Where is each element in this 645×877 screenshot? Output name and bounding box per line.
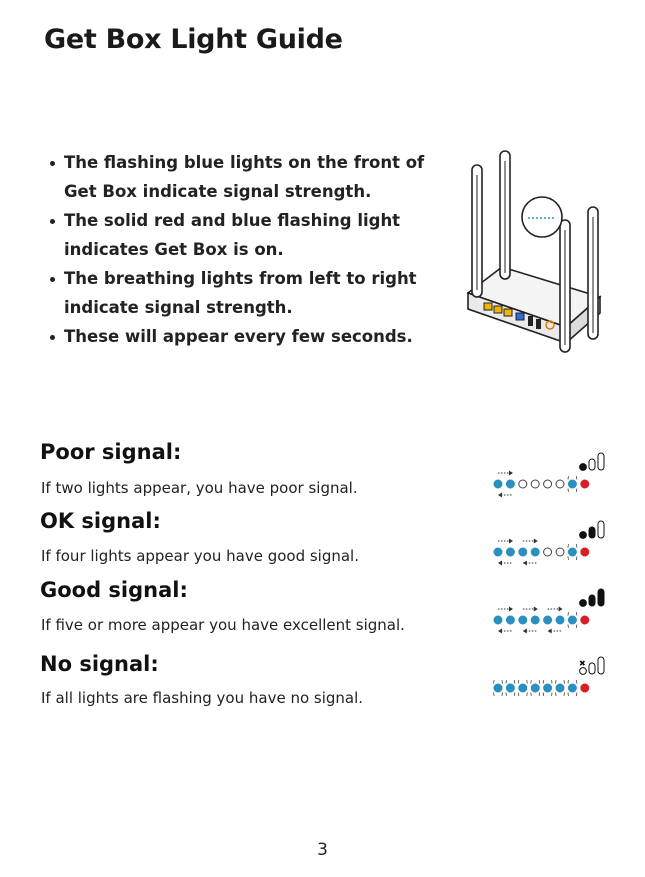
poor-signal-light-diagram: [488, 446, 613, 501]
arrow-right-icon: [534, 539, 538, 544]
flash-ray-icon: [568, 680, 569, 683]
bullet-item: These will appear every few seconds.: [48, 322, 448, 351]
page-title: Get Box Light Guide: [44, 24, 343, 55]
flash-ray-icon: [576, 612, 577, 615]
good-signal-light-diagram: [488, 582, 613, 637]
signal-led: [531, 480, 539, 488]
signal-led: [568, 548, 576, 556]
flash-ray-icon: [568, 625, 569, 628]
flash-ray-icon: [564, 680, 565, 683]
signal-led: [506, 684, 514, 692]
flash-ray-icon: [527, 693, 528, 696]
signal-bar-icon: [580, 532, 587, 539]
flash-ray-icon: [494, 680, 495, 683]
page-number: 3: [317, 840, 328, 860]
arrow-right-icon: [509, 607, 513, 612]
signal-bar-icon: [598, 453, 604, 470]
ok-signal-light-diagram: [488, 514, 613, 569]
signal-led: [506, 548, 514, 556]
signal-led: [494, 616, 502, 624]
flash-ray-icon: [506, 693, 507, 696]
signal-bar-icon: [580, 600, 587, 607]
flash-ray-icon: [552, 680, 553, 683]
signal-led: [494, 480, 502, 488]
good-signal-heading: Good signal:: [40, 578, 188, 602]
signal-led: [531, 684, 539, 692]
flash-ray-icon: [527, 680, 528, 683]
flash-ray-icon: [568, 476, 569, 479]
flash-ray-icon: [518, 680, 519, 683]
signal-bar-icon: [589, 663, 595, 674]
poor-signal-description: If two lights appear, you have poor signal.: [41, 479, 358, 497]
flash-ray-icon: [568, 612, 569, 615]
arrow-left-icon: [523, 629, 527, 634]
flash-ray-icon: [531, 693, 532, 696]
arrow-left-icon: [548, 629, 552, 634]
bullet-item: The solid red and blue flashing light indicates Get Box is on.: [48, 206, 448, 264]
arrow-left-icon: [498, 629, 502, 634]
power-led-red: [581, 616, 589, 624]
signal-bar-icon: [598, 657, 604, 674]
info-bullet-list: [48, 148, 448, 351]
flash-ray-icon: [568, 693, 569, 696]
flash-ray-icon: [514, 680, 515, 683]
signal-led: [544, 684, 552, 692]
flash-ray-icon: [568, 489, 569, 492]
arrow-right-icon: [534, 607, 538, 612]
no-signal-cross-icon: ✖: [579, 659, 586, 668]
flash-ray-icon: [568, 544, 569, 547]
ok-signal-heading: OK signal:: [40, 509, 161, 533]
flash-ray-icon: [556, 693, 557, 696]
signal-led: [531, 616, 539, 624]
signal-bar-icon: [598, 589, 604, 606]
signal-led: [506, 616, 514, 624]
signal-led: [556, 548, 564, 556]
arrow-left-icon: [498, 493, 502, 498]
power-led-red: [581, 480, 589, 488]
flash-ray-icon: [576, 476, 577, 479]
signal-led: [568, 616, 576, 624]
flash-ray-icon: [494, 693, 495, 696]
no-signal-light-diagram: [488, 650, 613, 705]
signal-bar-icon: [580, 668, 587, 675]
flash-ray-icon: [576, 489, 577, 492]
flash-ray-icon: [556, 680, 557, 683]
flash-ray-icon: [531, 680, 532, 683]
flash-ray-icon: [576, 680, 577, 683]
flash-ray-icon: [502, 680, 503, 683]
arrow-left-icon: [498, 561, 502, 566]
flash-ray-icon: [568, 557, 569, 560]
signal-bar-icon: [580, 464, 587, 471]
signal-bar-icon: [589, 459, 595, 470]
flash-ray-icon: [514, 693, 515, 696]
flash-ray-icon: [576, 557, 577, 560]
flash-ray-icon: [576, 544, 577, 547]
flash-ray-icon: [576, 693, 577, 696]
arrow-right-icon: [509, 539, 513, 544]
signal-bar-icon: [589, 527, 595, 538]
flash-ray-icon: [543, 680, 544, 683]
signal-led: [556, 480, 564, 488]
signal-led: [506, 480, 514, 488]
signal-led: [531, 548, 539, 556]
no-signal-description: If all lights are flashing you have no signal.: [41, 689, 364, 707]
signal-led: [519, 548, 527, 556]
power-led-red: [581, 548, 589, 556]
flash-ray-icon: [564, 693, 565, 696]
arrow-right-icon: [509, 471, 513, 476]
signal-led: [519, 684, 527, 692]
arrow-right-icon: [559, 607, 563, 612]
flash-ray-icon: [502, 693, 503, 696]
flash-ray-icon: [552, 693, 553, 696]
flash-ray-icon: [539, 693, 540, 696]
router-illustration: [460, 145, 610, 360]
signal-led: [494, 548, 502, 556]
signal-led: [556, 684, 564, 692]
flash-ray-icon: [518, 693, 519, 696]
signal-bar-icon: [589, 595, 595, 606]
arrow-left-icon: [523, 561, 527, 566]
signal-led: [544, 616, 552, 624]
no-signal-heading: No signal:: [40, 652, 159, 676]
power-led-red: [581, 684, 589, 692]
signal-led: [568, 684, 576, 692]
signal-led: [556, 616, 564, 624]
signal-led: [519, 616, 527, 624]
flash-ray-icon: [506, 680, 507, 683]
poor-signal-heading: Poor signal:: [40, 440, 182, 464]
signal-led: [519, 480, 527, 488]
ok-signal-description: If four lights appear you have good signal.: [41, 547, 359, 565]
signal-led: [544, 548, 552, 556]
signal-led: [494, 684, 502, 692]
signal-bar-icon: [598, 521, 604, 538]
bullet-item: The flashing blue lights on the front of Get Box indicate signal strength.: [48, 148, 448, 206]
flash-ray-icon: [543, 693, 544, 696]
flash-ray-icon: [576, 625, 577, 628]
good-signal-description: If five or more appear you have excellent signal.: [41, 616, 405, 634]
bullet-item: The breathing lights from left to right indicate signal strength.: [48, 264, 448, 322]
signal-led: [544, 480, 552, 488]
signal-led: [568, 480, 576, 488]
flash-ray-icon: [539, 680, 540, 683]
